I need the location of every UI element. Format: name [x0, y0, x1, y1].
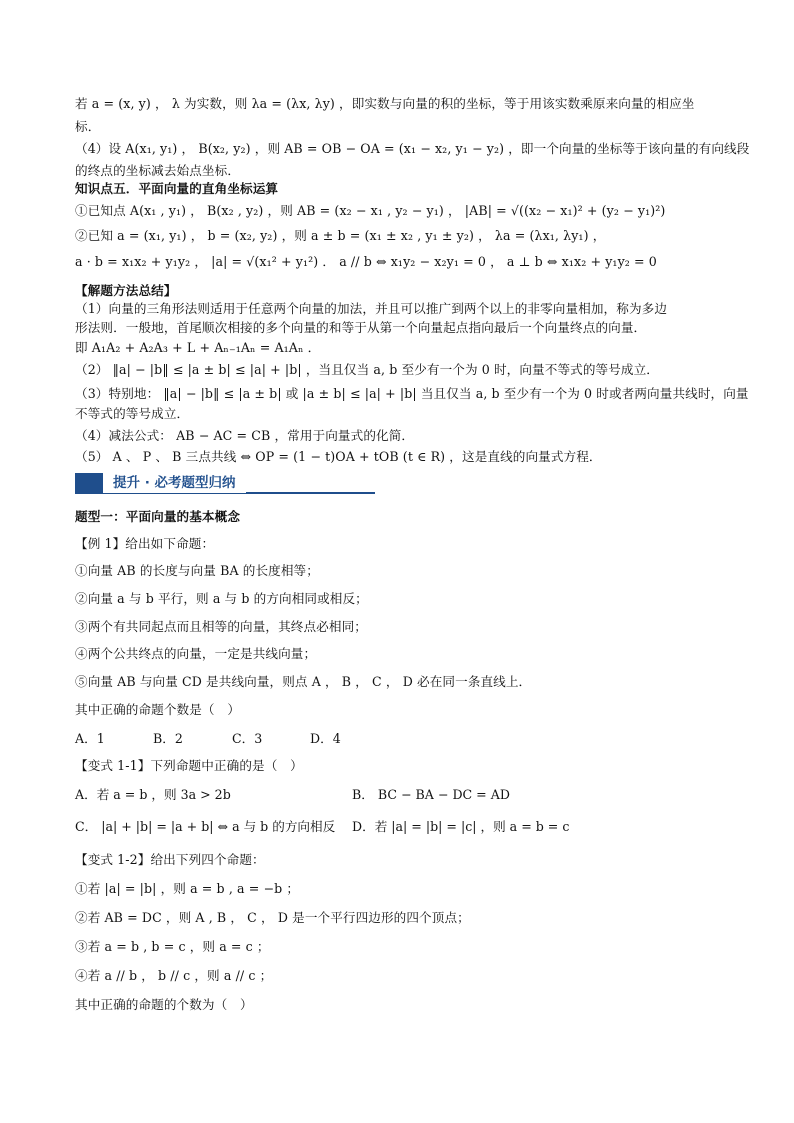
text-line: 若 a = (x, y) ， λ 为实数，则 λa = (λx, λy) ，即实数与向量的积的坐标，等于用该实数乘原来向量的相应坐 — [75, 96, 695, 111]
choice-c: C．3 — [232, 731, 263, 746]
text-line: 的终点的坐标减去始点坐标． — [75, 163, 241, 178]
section-heading: 【解题方法总结】 — [75, 283, 177, 298]
banner-title: 提升 · 必考题型归纳 — [103, 473, 246, 493]
variant-option-d: D．若 |a| = |b| = |c| ，则 a = b = c — [352, 819, 570, 834]
variant-option-b: B． BC − BA − DC = AD — [352, 787, 510, 802]
text-line: （5） A 、 P 、 B 三点共线 ⇔ OP = (1 − t)OA + tOB (t ∈ R) ，这是直线的向量式方程． — [75, 449, 602, 464]
text-line: 标． — [75, 119, 101, 134]
proposition-item: ③若 a = b , b = c ，则 a = c ； — [75, 939, 270, 954]
text-line: ②已知 a = (x₁, y₁) ， b = (x₂, y₂) ，则 a ± b = (x₁ ± x₂ , y₁ ± y₂) ， λa = (λx₁, λy₁) ， — [75, 228, 606, 243]
text-line: （1）向量的三角形法则适用于任意两个向量的加法，并且可以推广到两个以上的非零向量相加，称为多边 — [75, 301, 668, 316]
example-title: 【例 1】给出如下命题： — [75, 536, 215, 551]
proposition-item: ②若 AB = DC ，则 A , B ， C ， D 是一个平行四边形的四个顶点； — [75, 910, 470, 925]
text-line: ①已知点 A(x₁ , y₁) ， B(x₂ , y₂) ，则 AB = (x₂ − x₁ , y₂ − y₁) ， |AB| = √((x₂ − x₁)² + (y₂ − y₁)²) — [75, 203, 666, 218]
variant-title: 【变式 1-2】给出下列四个命题： — [75, 852, 265, 867]
section-heading: 知识点五．平面向量的直角坐标运算 — [75, 181, 279, 196]
choice-a: A．1 — [75, 731, 105, 746]
text-line: （4）减法公式： AB − AC = CB ，常用于向量式的化简． — [75, 428, 415, 443]
text-line: 形法则．一般地，首尾顺次相接的多个向量的和等于从第一个向量起点指向最后一个向量终点的向量． — [75, 320, 647, 335]
text-line: a · b = x₁x₂ + y₁y₂ ， |a| = √(x₁² + y₁²) ． a // b ⇔ x₁y₂ − x₂y₁ = 0 ， a ⊥ b ⇔ x₁x₂ + y₁y₂ = 0 — [75, 254, 657, 269]
proposition-item: ②向量 a 与 b 平行，则 a 与 b 的方向相同或相反； — [75, 591, 368, 606]
variant-title: 【变式 1-1】下列命题中正确的是（ ） — [75, 758, 303, 773]
proposition-item: ③两个有共同起点而且相等的向量，其终点必相同； — [75, 619, 367, 634]
text-line: 即 A₁A₂ + A₂A₃ + L + Aₙ₋₁Aₙ = A₁Aₙ ． — [75, 340, 321, 355]
text-line: 不等式的等号成立． — [75, 406, 190, 421]
variant-option-c: C． |a| + |b| = |a + b| ⇔ a 与 b 的方向相反 — [75, 819, 336, 834]
question-text: 其中正确的命题的个数为（ ） — [75, 997, 253, 1012]
section-banner — [75, 473, 375, 493]
variant-option-a: A．若 a = b ，则 3a > 2b — [75, 787, 231, 802]
text-line: （2） ‖a| − |b‖ ≤ |a ± b| ≤ |a| + |b| ，当且仅当 a, b 至少有一个为 0 时，向量不等式的等号成立． — [75, 362, 659, 377]
choice-d: D．4 — [310, 731, 341, 746]
proposition-item: ④若 a // b ， b // c ，则 a // c ； — [75, 968, 273, 983]
question-text: 其中正确的命题个数是（ ） — [75, 702, 241, 717]
problem-type-title: 题型一：平面向量的基本概念 — [75, 509, 241, 524]
choice-b: B．2 — [153, 731, 183, 746]
proposition-item: ①若 |a| = |b| ，则 a = b , a = −b ； — [75, 881, 300, 896]
proposition-item: ①向量 AB 的长度与向量 BA 的长度相等； — [75, 563, 319, 578]
text-line: （3）特别地： ‖a| − |b‖ ≤ |a ± b| 或 |a ± b| ≤ |a| + |b| 当且仅当 a, b 至少有一个为 0 时或者两向量共线时，向量 — [75, 386, 749, 401]
text-line: （4）设 A(x₁, y₁) ， B(x₂, y₂) ，则 AB = OB − OA = (x₁ − x₂, y₁ − y₂) ，即一个向量的坐标等于该向量的有向线段 — [75, 141, 750, 156]
proposition-item: ④两个公共终点的向量，一定是共线向量； — [75, 646, 317, 661]
proposition-item: ⑤向量 AB 与向量 CD 是共线向量，则点 A ， B ， C ， D 必在同一条直线上． — [75, 674, 532, 689]
